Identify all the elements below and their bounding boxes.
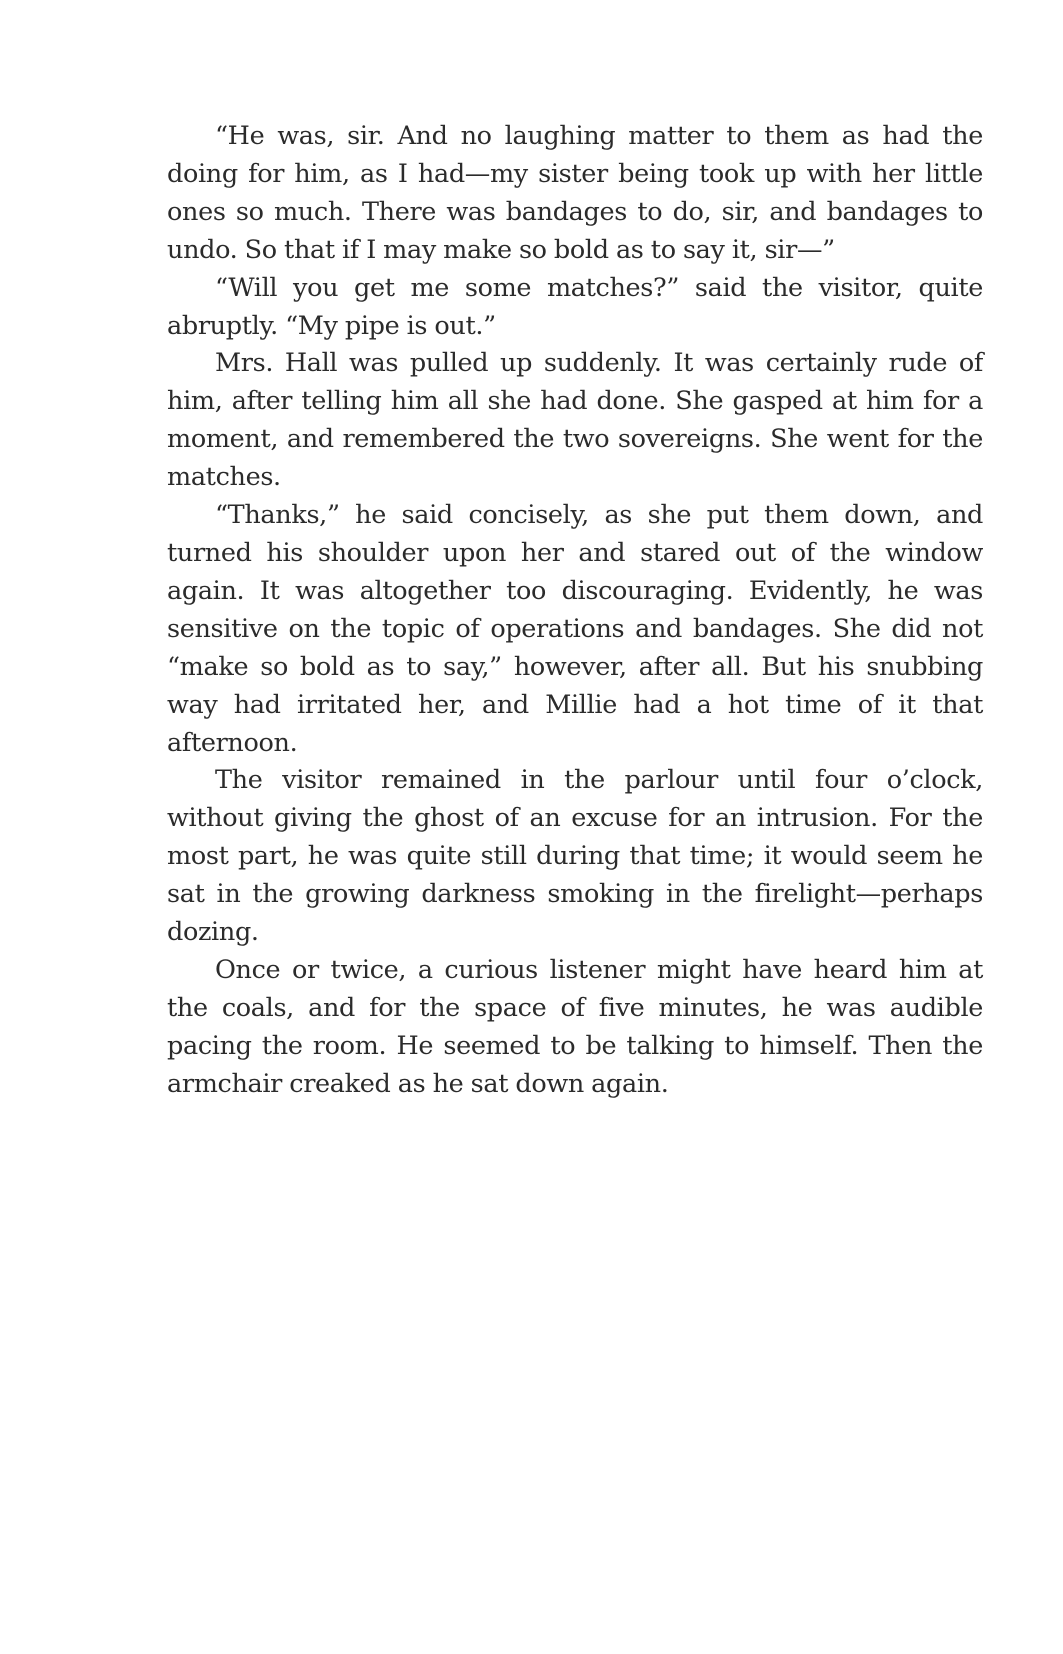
paragraph: Mrs. Hall was pulled up suddenly. It was certainly rude of him, after telling him all she had done. She gasped at him for a moment, and remembered the two sovereigns. She went for the matches. [167,348,983,493]
paragraph: “Will you get me some matches?” said the visitor, quite abruptly. “My pipe is out.” [167,272,983,341]
body-text [167,118,983,1104]
paragraph: “Thanks,” he said concisely, as she put them down, and turned his shoulder upon her and stared out of the window again. It was altogether too discouraging. Evidently, he was sensitive on the topic of operations and bandages. She did not “make so bold as to say,” however, after all. But his snubbing way had irritated her, and Millie had a hot time of it that afternoon. [167,500,983,758]
paragraph: “He was, sir. And no laughing matter to them as had the doing for him, as I had—my sister being took up with her little ones so much. There was bandages to do, sir, and bandages to undo. So that if I may make so bold as to say it, sir—” [167,121,983,265]
paragraph: The visitor remained in the parlour until four o’clock, without giving the ghost of an excuse for an intrusion. For the most part, he was quite still during that time; it would seem he sat in the growing darkness smoking in the firelight—perhaps dozing. [167,765,983,948]
paragraph: Once or twice, a curious listener might have heard him at the coals, and for the space of five minutes, he was audible pacing the room. He seemed to be talking to himself. Then the armchair creaked as he sat down again. [167,954,983,1099]
